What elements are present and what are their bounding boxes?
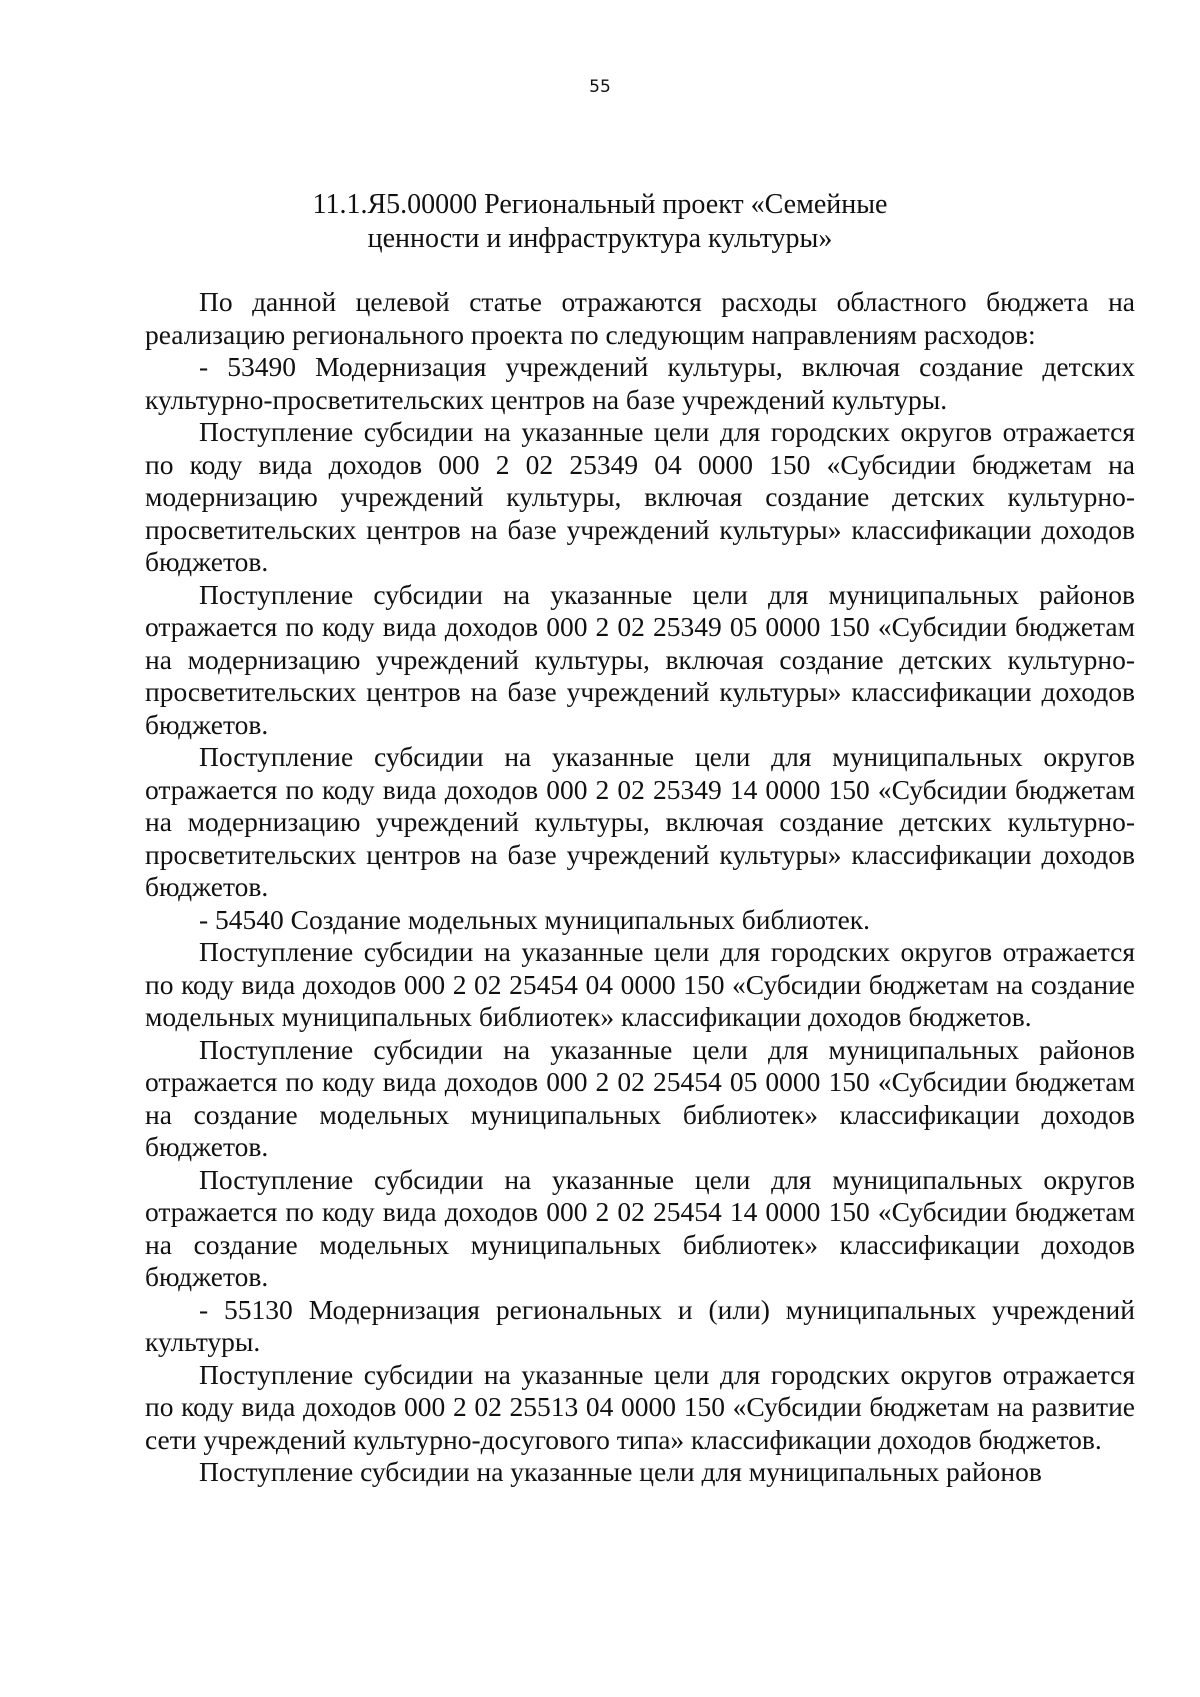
document-body — [145, 286, 1135, 1489]
paragraph: Поступление субсидии на указанные цели для городских округов отражается по коду вида доходов 000 2 02 25454 04 0000 150 «Субсидии бюджетам на создание модельных муниципальных библиотек» классификации доходов бюджетов. — [145, 936, 1135, 1032]
section-title-line-2: ценности и инфраструктура культуры» — [367, 223, 833, 254]
section-title-line-1: 11.1.Я5.00000 Региональный проект «Семейные — [312, 189, 888, 220]
paragraph-item-54540: - 54540 Создание модельных муниципальных библиотек. — [199, 903, 871, 935]
paragraph: Поступление субсидии на указанные цели для городских округов отражается по коду вида доходов 000 2 02 25513 04 0000 150 «Субсидии бюджетам на развитие сети учреждений культурно-досугового типа» классификации доходов бюджетов. — [145, 1358, 1135, 1455]
paragraph: Поступление субсидии на указанные цели для муниципальных районов отражается по коду вида доходов 000 2 02 25349 05 0000 150 «Субсидии бюджетам на модернизацию учреждений культуры, включая создание детских культурно-просветительских центров на базе учреждений культуры» классификации доходов бюджетов. — [145, 578, 1135, 740]
paragraph: Поступление субсидии на указанные цели для городских округов отражается по коду вида доходов 000 2 02 25349 04 0000 150 «Субсидии бюджетам на модернизацию учреждений культуры, включая создание детских культурно-просветительских центров на базе учреждений культуры» классификации доходов бюджетов. — [145, 416, 1135, 577]
section-title — [200, 188, 1000, 256]
paragraph-item-53490: - 53490 Модернизация учреждений культуры, включая создание детских культурно-просветительских центров на базе учреждений культуры. — [145, 351, 1135, 415]
paragraph: Поступление субсидии на указанные цели для муниципальных округов отражается по коду вида доходов 000 2 02 25454 14 0000 150 «Субсидии бюджетам на создание модельных муниципальных библиотек» классификации доходов бюджетов. — [145, 1163, 1135, 1292]
page-number: 55 — [589, 77, 611, 97]
paragraph-continued: Поступление субсидии на указанные цели для муниципальных районов — [199, 1456, 1042, 1487]
paragraph: Поступление субсидии на указанные цели для муниципальных районов отражается по коду вида доходов 000 2 02 25454 05 0000 150 «Субсидии бюджетам на создание модельных муниципальных библиотек» классификации доходов бюджетов. — [145, 1033, 1135, 1162]
paragraph: Поступление субсидии на указанные цели для муниципальных округов отражается по коду вида доходов 000 2 02 25349 14 0000 150 «Субсидии бюджетам на модернизацию учреждений культуры, включая создание детских культурно-просветительских центров на базе учреждений культуры» классификации доходов бюджетов. — [145, 741, 1135, 902]
paragraph-intro: По данной целевой статье отражаются расходы областного бюджета на реализацию регионального проекта по следующим направлениям расходов: — [145, 286, 1135, 350]
paragraph-item-55130: - 55130 Модернизация региональных и (или) муниципальных учреждений культуры. — [145, 1293, 1135, 1357]
